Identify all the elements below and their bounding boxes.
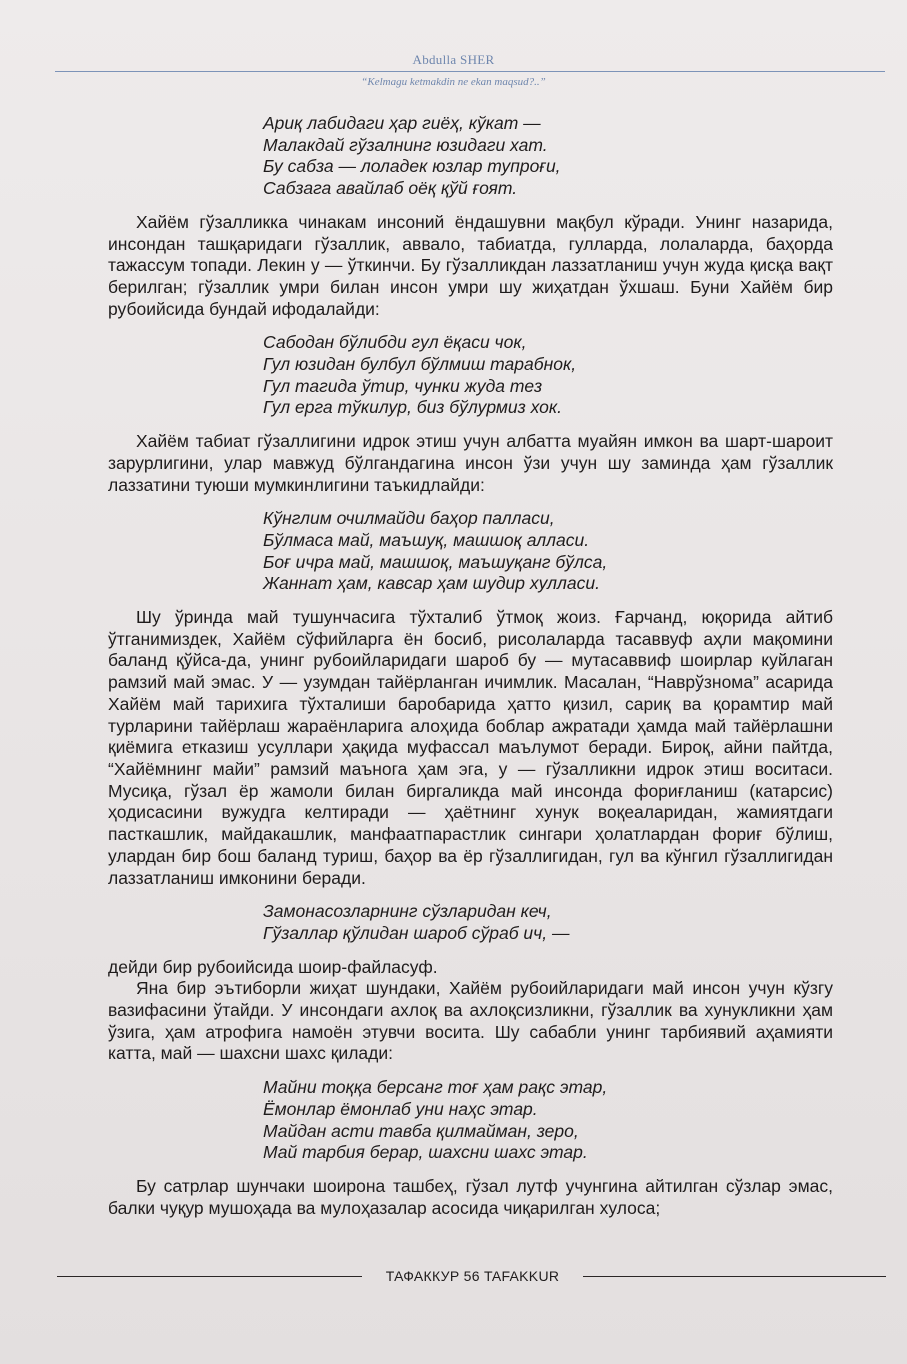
- header-rule: [55, 71, 885, 72]
- verse-line: Гўзаллар қўлидан шароб сўраб ич, —: [263, 922, 570, 943]
- page-footer: [0, 1266, 907, 1286]
- paragraph-4a: дейди бир рубоийсида шоир-файласуф.: [108, 956, 438, 977]
- verse-block-3: [263, 508, 833, 595]
- verse-line: Гул тагида ўтир, чунки жуда тез: [263, 375, 543, 396]
- verse-block-5: [263, 1077, 833, 1164]
- verse-block-4: [263, 901, 833, 944]
- article-body: [108, 113, 833, 1231]
- header-subtitle: “Kelmagu ketmakdin ne ekan maqsud?..”: [361, 76, 546, 88]
- paragraph-5: Бу сатрлар шунчаки шоирона ташбеҳ, гўзал лутф учунгина айтилган сўзлар эмас, балки чуқур мушоҳада ва мулоҳазалар асосида чиқарилган хулоса;: [108, 1175, 833, 1218]
- verse-line: Майдан асти тавба қилмайман, зеро,: [263, 1120, 579, 1141]
- paragraph-4b: Яна бир эътиборли жиҳат шундаки, Хайём рубоийларидаги май инсон учун кўзгу вазифасини ўтайди. У инсондаги ахлоқ ва ахлоқсизликни, гўзаллик ва хунукликни ҳам ўзига, ҳам атрофига намоён этувчи восита. Шу сабабли унинг тарбиявий аҳамияти катта, май — шахсни шахс қилади:: [108, 978, 833, 1064]
- running-header: [0, 52, 907, 89]
- verse-line: Сабодан бўлибди гул ёқаси чок,: [263, 332, 527, 353]
- verse-line: Малакдай гўзалнинг юзидаги хат.: [263, 134, 548, 155]
- verse-line: Кўнглим очилмайди баҳор палласи,: [263, 508, 555, 529]
- verse-line: Бу сабза — лоладек юзлар тупроғи,: [263, 156, 561, 177]
- paragraph-2: Хайём табиат гўзаллигини идрок этиш учун албатта муайян имкон ва шарт-шароит зарурлигини, улар мавжуд бўлгандагина инсон ўзи учун шу заминда ҳам гўзаллик лаззатини туюши мумкинлигини таъкидлайди:: [108, 431, 833, 495]
- footer-rule-right: [583, 1276, 886, 1277]
- paragraph-3: Шу ўринда май тушунчасига тўхталиб ўтмоқ жоиз. Ғарчанд, юқорида айтиб ўтганимиздек, Хайём сўфийларга ён босиб, рисолаларда тасаввуф аҳли мақомини баланд қўйса-да, унинг рубоийларидаги шароб бу — мутасаввиф шоирлар куйлаган рамзий май эмас. У — узумдан тайёрланган ичимлик. Масалан, “Наврўзнома” асарида Хайём май тарихига тўхталиши баробарида ҳатто қизил, сариқ ва қорамтир май турларини тайёрлаш жараёнларига алоҳида боблар ажратади ҳамда май тайёрлашни қиёмига етказиш усуллари ҳақида муфассал маълумот беради. Бироқ, айни пайтда, “Хайёмнинг майи” рамзий маънога ҳам эга, у — гўзалликни идрок этиш воситаси. Мусиқа, гўзал ёр жамоли билан биргаликда май инсонда фориғланиш (катарсис) ҳодисасини вужудга келтиради — ҳаётнинг хунук воқеаларидан, жамиятдаги пасткашлик, майдакашлик, манфаатпарастлик сингари ҳолатлардан фориғ бўлиш, улардан бир бош баланд туриш, баҳор ва ёр гўзаллигидан, гул ва кўнгил гўзаллигидан лаззатланиш имконини беради.: [108, 607, 833, 888]
- verse-line: Ариқ лабидаги ҳар гиёҳ, кўкат —: [263, 113, 541, 133]
- footer-page-label: ТАФАККУР 56 TAFAKKUR: [385, 1268, 560, 1284]
- paragraph-1: Хайём гўзалликка чинакам инсоний ёндашувни мақбул кўради. Унинг назарида, инсондан ташқаридаги гўзаллик, аввало, табиатда, гулларда, лолаларда, баҳорда тажассум топади. Лекин у — ўткинчи. Бу гўзалликдан лаззатланиш учун жуда қисқа вақт берилган; гўзаллик умри билан инсон умри шу жиҳатдан ўхшаш. Буни Хайём бир рубоийсида бундай ифодалайди:: [108, 211, 833, 319]
- verse-line: Май тарбия берар, шахсни шахс этар.: [263, 1142, 588, 1163]
- footer-rule-left: [57, 1276, 362, 1277]
- verse-line: Замонасозларнинг сўзларидан кеч,: [263, 901, 552, 922]
- verse-block-1: [263, 113, 833, 200]
- verse-block-2: [263, 332, 833, 419]
- verse-line: Майни тоққа берсанг тоғ ҳам рақс этар,: [263, 1077, 608, 1098]
- verse-line: Бўлмаса май, маъшуқ, машшоқ алласи.: [263, 529, 590, 550]
- author-name: Abdulla SHER: [412, 52, 495, 67]
- verse-line: Жаннат ҳам, кавсар ҳам шудир хулласи.: [263, 573, 600, 594]
- verse-line: Гул ерга тўкилур, биз бўлурмиз хок.: [263, 397, 562, 418]
- verse-line: Ёмонлар ёмонлаб уни наҳс этар.: [263, 1098, 538, 1119]
- verse-line: Гул юзидан булбул бўлмиш тарабнок,: [263, 354, 577, 375]
- verse-line: Сабзага авайлаб оёқ қўй ғоят.: [263, 178, 518, 199]
- verse-line: Боғ ичра май, машшоқ, маъшуқанг бўлса,: [263, 551, 608, 572]
